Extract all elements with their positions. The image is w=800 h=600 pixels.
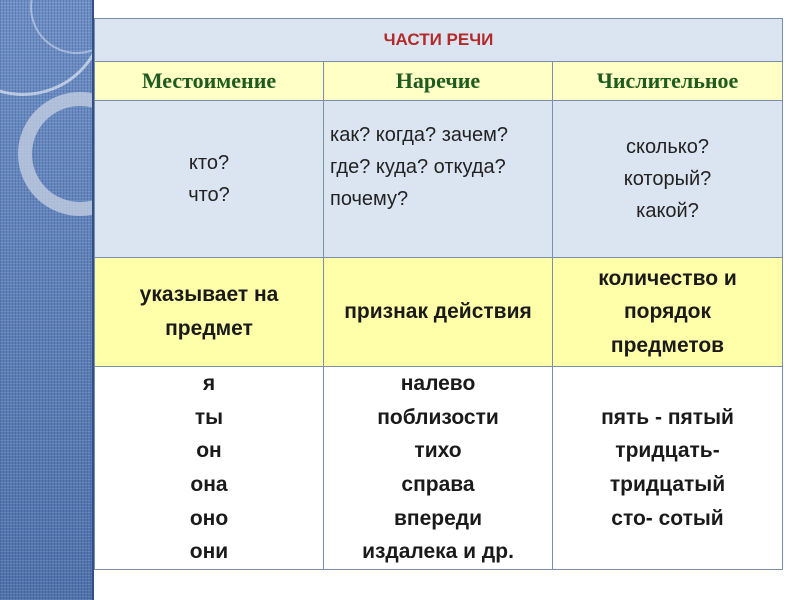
example-word: я <box>202 372 216 396</box>
questions-pronoun-cell <box>95 101 324 258</box>
meaning-text: предметов <box>610 333 725 357</box>
question-text: что? <box>188 184 230 206</box>
column-header-numeral: Числительное <box>553 62 783 101</box>
question-text: почему? <box>330 188 409 210</box>
meaning-text: предмет <box>165 317 253 340</box>
examples-pronoun-cell <box>95 367 324 570</box>
example-word: поблизости <box>377 405 499 429</box>
example-word: справа <box>401 473 475 496</box>
parts-of-speech-table <box>94 18 783 570</box>
examples-adverb-cell <box>324 367 553 570</box>
questions-numeral-cell <box>553 101 783 258</box>
examples-row <box>95 367 783 570</box>
example-word: он <box>196 439 222 463</box>
example-word: она <box>190 473 228 496</box>
example-word: тихо <box>414 439 462 463</box>
example-word: впереди <box>393 506 483 530</box>
example-word: оно <box>189 506 229 530</box>
meaning-text: признак действия <box>344 300 532 324</box>
question-text: какой? <box>636 200 699 222</box>
example-word: ты <box>194 405 224 429</box>
decorative-ring <box>18 92 92 216</box>
question-text: сколько? <box>626 136 709 158</box>
table-title: ЧАСТИ РЕЧИ <box>95 19 783 62</box>
questions-row <box>95 101 783 258</box>
examples-numeral-cell <box>553 367 783 570</box>
example-word: пять - пятый <box>601 405 734 429</box>
column-header-pronoun: Местоимение <box>95 62 324 101</box>
example-word: издалека и др. <box>362 540 514 564</box>
decorative-sidebar <box>0 0 92 600</box>
example-word: они <box>189 540 229 564</box>
meaning-text: указывает на <box>139 283 279 307</box>
meaning-text: порядок <box>624 300 711 324</box>
example-word: тридцать- <box>615 439 720 463</box>
example-word: налево <box>400 372 476 396</box>
meaning-row <box>95 258 783 367</box>
question-text: как? когда? зачем? <box>330 124 508 146</box>
table-title-row <box>95 19 783 62</box>
column-header-adverb: Наречие <box>324 62 553 101</box>
question-text: кто? <box>188 152 230 174</box>
example-word: тридцатый <box>609 473 726 496</box>
question-text: который? <box>623 168 712 190</box>
column-header-row <box>95 62 783 101</box>
meaning-pronoun-cell <box>95 258 324 367</box>
questions-adverb-cell <box>324 101 553 258</box>
question-text: где? куда? откуда? <box>330 156 506 178</box>
example-word: сто- сотый <box>611 506 724 530</box>
meaning-numeral-cell <box>553 258 783 367</box>
meaning-adverb-cell <box>324 258 553 367</box>
meaning-text: количество и <box>598 266 737 290</box>
